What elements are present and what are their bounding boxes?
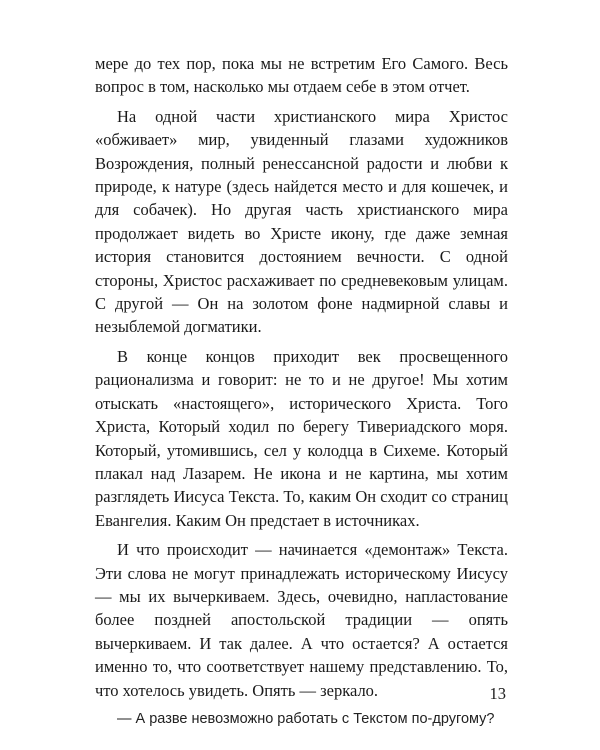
paragraph-rationalism: В конце концов приходит век просвещенного рационализма и говорит: не то и не другое! Мы хотим отыскать «настоящего», исторического Христа. Того Христа, Который ходил по берегу Тивериадского моря. Который, утомившись, сел у колодца в Сихеме. Который плакал над Лазарем. Не икона и не картина, мы хотим разглядеть Иисуса Текста. То, каким Он сходит со страниц Евангелия. Каким Он предстает в источниках. <box>95 346 508 530</box>
paragraph-renaissance-icon: На одной части христианского мира Христос «обживает» мир, увиденный глазами художников Возрождения, полный ренессансной радости и любви к природе, к натуре (здесь найдется место и для кошечек, и для собачек). Но другая часть христианского мира продолжает видеть во Христе икону, где даже земная история становится достоянием вечности. С одной стороны, Христос расхаживает по средневековым улицам. С другой — Он на золотом фоне надмирной славы и незыблемой догматики. <box>95 106 508 337</box>
interview-question: — А разве невозможно работать с Текстом по-другому? <box>117 710 495 727</box>
page-body <box>95 52 508 731</box>
paragraph-dismantling: И что происходит — начинается «демонтаж» Текста. Эти слова не могут принадлежать историческому Иисусу — мы их вычеркиваем. Здесь, очевидно, напластование более поздней апостольской традиции — опять вычеркиваем. И так далее. А что остается? А остается именно то, что соответствует нашему представлению. То, что хотелось увидеть. Опять — зеркало. <box>95 540 508 700</box>
page-number: 13 <box>489 684 506 703</box>
paragraph-continuation: мере до тех пор, пока мы не встретим Его Самого. Весь вопрос в том, насколько мы отдаем себе в этом отчет. <box>95 54 508 97</box>
